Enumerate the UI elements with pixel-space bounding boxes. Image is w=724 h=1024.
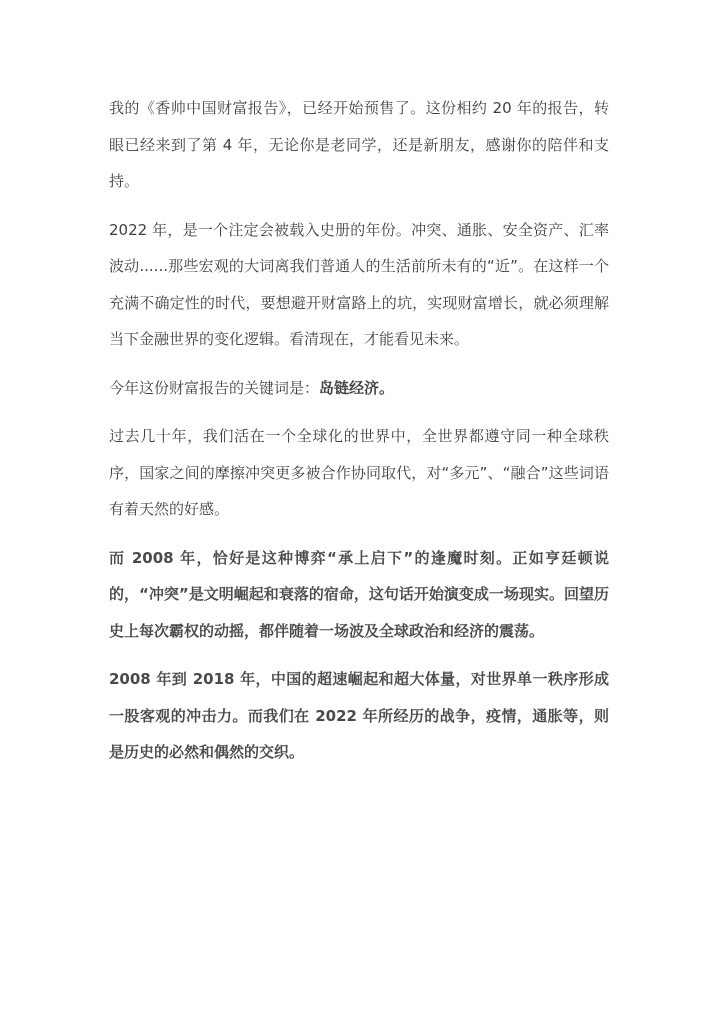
paragraph-2008: 而 2008 年，恰好是这种博弈“承上启下”的逢魔时刻。正如亨廷顿说的，“冲突”是文明崛起和衰落的宿命，这句话开始演变成一场现实。回望历史上每次霸权的动摇，都伴随着一场波及全球政治和经济的震荡。: [109, 548, 609, 640]
paragraph-2008-2018: 2008 年到 2018 年，中国的超速崛起和超大体量，对世界单一秩序形成一股客观的冲击力。而我们在 2022 年所经历的战争，疫情，通胀等，则是历史的必然和偶然的交织。: [109, 670, 609, 761]
paragraph-presale: 我的《香帅中国财富报告》，已经开始预售了。这份相约 20 年的报告，转眼已经来到了第 4 年，无论你是老同学，还是新朋友，感谢你的陪伴和支持。: [109, 99, 609, 190]
paragraph-globalization: 过去几十年，我们活在一个全球化的世界中，全世界都遵守同一种全球秩序，国家之间的摩擦冲突更多被合作协同取代，对“多元”、“融合”这些词语有着天然的好感。: [109, 427, 609, 518]
keyword-highlight: 岛链经济。: [319, 378, 395, 397]
paragraph-2022: 2022 年，是一个注定会被载入史册的年份。冲突、通胀、安全资产、汇率波动......那些宏观的大词离我们普通人的生活前所未有的“近”。在这样一个充满不确定性的时代，要想避开财富路上的坑，实现财富增长，就必须理解当下金融世界的变化逻辑。看清现在，才能看见未来。: [109, 220, 609, 348]
article-body: [109, 90, 609, 783]
keyword-prefix: 今年这份财富报告的关键词是：: [109, 378, 320, 397]
paragraph-keyword: [109, 370, 609, 407]
